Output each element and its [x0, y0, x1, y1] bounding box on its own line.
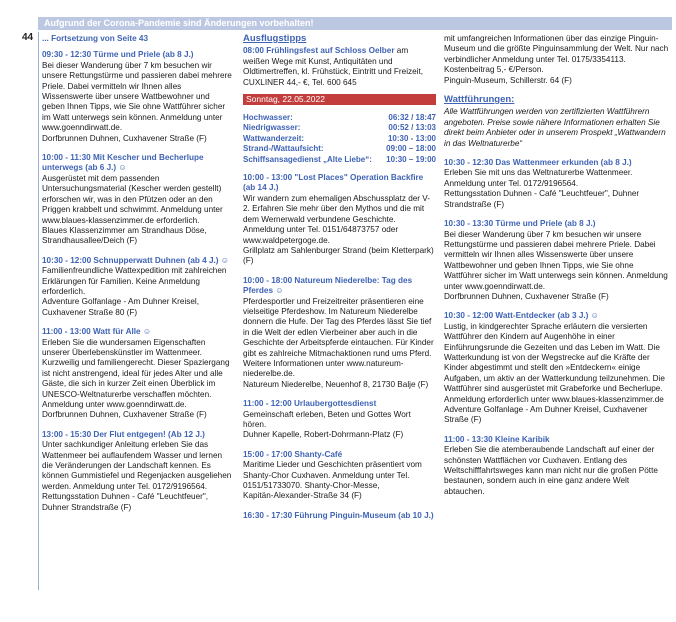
event-item [243, 511, 436, 521]
event-location: Rettungsstation Duhnen - Café "Leuchtfeuer", Duhner Strandstraße (F) [444, 189, 640, 209]
event-title: 10:30 - 13:30 Türme und Priele (ab 8 J.) [444, 219, 596, 229]
event-location: Dorfbrunnen Duhnen, Cuxhavener Straße (F) [42, 133, 207, 143]
tide-label: Schiffsansagedienst „Alte Liebe“: [243, 154, 372, 164]
event-location: Grillplatz am Sahlenburger Strand (beim Kletterpark) (F) [243, 245, 434, 266]
page-banner: Aufgrund der Corona-Pandemie sind Änderungen vorbehalten! [38, 17, 672, 30]
event-location: Blaues Klassenzimmer am Strandhaus Döse, Strandhausallee/Deich (F) [42, 225, 207, 246]
event-item [42, 430, 232, 513]
event-item [444, 219, 670, 302]
event-body: Erleben Sie mit uns das Weltnaturerbe Wattenmeer. Anmeldung unter Tel. 0172/9196564. [444, 168, 633, 188]
event-title: 10:00 - 11:30 Mit Kescher und Becherlupe unterwegs (ab 6 J.) ☺ [42, 153, 204, 173]
event-title: 11:00 - 13:00 Watt für Alle ☺ [42, 327, 152, 337]
event-item [243, 450, 436, 502]
tide-label: Niedrigwasser: [243, 123, 301, 133]
event-item [444, 158, 670, 210]
event-body: Lustig, in kindgerechter Sprache erläutern die versierten Wattführer den Kindern auf Augenhöhe in einer Einführungsrunde die Gezeiten und das Leben im Watt. Die Watterkundung ist von der Wegstrecke auf die Kräfte der Kinder abgestimmt und stellt den »Entdeckern« einige Aufgaben, um aktiv an der Watterkundung teilzunehmen. Die Wattführer sind ausgerüstet mit Grabeforke und Becherlupe. Anmeldung erforderlich unter www.blaues-klassenzimmer.de Adventure Golfanlage - Am Duhner Kreisel, Cuxhavener Straße (F) [444, 321, 665, 425]
event-location: Dorfbrunnen Duhnen, Cuxhavener Straße (F) [444, 291, 609, 301]
tip-body: am weißen Wege mit Kunst, Antiquitäten und Oldtimertreffen, kl. Frühstück, Eintritt und Freizeit, CUXLINER 44,- €, Tel. 600 645 [243, 46, 424, 87]
event-title: 10:30 - 12:00 Watt-Entdecker (ab 3 J.) ☺ [444, 311, 600, 321]
event-body: Gemeinschaft erleben, Beten und Gottes Wort hören. [243, 409, 411, 429]
tide-row [243, 134, 436, 144]
event-location: Adventure Golfanlage - Am Duhner Kreisel, Cuxhavener Straße 80 (F) [42, 297, 200, 317]
event-body: Pferdesportler und Freizeitreiter präsentieren eine vielseitige Pferdeshow. Im Natureum Niederelbe donnern die Hufe. Der Tag des Pferdes lässt Sie tief in die Welt der edlen Vierbeiner aber auch in die Geschichte der Arbeitspferde eintauchen. Für Kinder gibt es zahlreiche Mitmachaktionen rund ums Pferd. Weitere Informationen unter www.natureum-niederelbe.de. [243, 296, 434, 379]
event-body: Erleben Sie die atemberaubende Landschaft auf einer der schönsten Wattflächen vor Cuxhaven. Entlang des Weltschifffahrtsweges kann man nicht nur die großen Pötte bestaunen, sondern auch in eine ganz andere Welt abtauchen. [444, 445, 658, 496]
tide-row [243, 144, 436, 154]
event-location: Natureum Niederelbe, Neuenhof 8, 21730 Balje (F) [243, 379, 429, 389]
event-title: 11:00 - 13:30 Kleine Karibik [444, 434, 550, 444]
event-title: 10:00 - 13:00 "Lost Places" Operation Backfire (ab 14 J.) [243, 173, 424, 193]
event-location: Duhner Kapelle, Robert-Dohrmann-Platz (F) [243, 430, 404, 440]
section-title-wattfuehrungen: Wattführungen: [444, 94, 515, 106]
column-3 [444, 34, 670, 506]
left-rule [38, 32, 39, 590]
event-title: 10:30 - 12:00 Schnupperwatt Duhnen (ab 4 J.) ☺ [42, 255, 230, 265]
event-location: Rettungsstation Duhnen - Café "Leuchtfeuer", Duhner Strandstraße (F) [42, 492, 209, 512]
event-title: 10:00 - 18:00 Natureum Niederelbe: Tag des Pferdes ☺ [243, 275, 413, 296]
event-body: Unter sachkundiger Anleitung erleben Sie das Wattenmeer bei auflaufendem Wasser und lernen die Veränderungen der Landschaft kennen. Es können Gummistiefel und Regenjacken ausgeliehen werden. Anmeldung unter Tel. 0172/9196564. [42, 440, 232, 491]
event-body: Wir wandern zum ehemaligen Abschussplatz der V-2. Erfahren Sie mehr über den Mythos und die mit dem Wernerwald verbundene Geschichte. Anmeldung unter Tel. 0151/64873757 oder www.waldpetergoge.de. [243, 193, 431, 245]
section-title-ausflugstipps: Ausflugstipps [243, 33, 307, 44]
tip-title: 08:00 Frühlingsfest auf Schloss Oelber [243, 46, 395, 56]
event-title: 11:00 - 12:00 Urlaubergottesdienst [243, 399, 377, 409]
event-item [243, 399, 436, 441]
tide-value: 00:52 / 13:03 [388, 123, 436, 133]
tide-label: Hochwasser: [243, 113, 293, 123]
intro-body: mit umfangreichen Informationen über das einzige Pinguin-Museum und die größte Pinguinsammlung der Welt. Nur nach verbindlicher Anmeldung unter Tel. 0175/3354113. Kostenbeitrag 5,- €/Person. [444, 34, 669, 75]
tide-row [243, 155, 436, 165]
tide-value: 10:30 - 13:00 [387, 133, 436, 143]
column-1 [42, 34, 232, 522]
event-title: 10:30 - 12:30 Das Wattenmeer erkunden (ab 8 J.) [444, 158, 632, 168]
tide-value: 09:00 – 18:00 [386, 144, 436, 154]
tide-row [243, 113, 436, 123]
continued-label: ... Fortsetzung von Seite 43 [42, 34, 149, 43]
event-item [243, 276, 436, 390]
section-note: Alle Wattführungen werden von zertifizierten Wattführern angeboten. Preise sowie nähere Informationen erhalten Sie direkt beim Anbieter oder in unserem Prospekt „Wattwandern in das Weltnaturerbe“ [444, 107, 666, 148]
event-body: Bei dieser Wanderung über 7 km besuchen wir unsere Rettungstürme und passieren dabei mehrere Priele. Dabei vermitteln wir Ihnen alles Wissenswerte über unsere Wattbewohner und geben Ihnen Tipps, wie Sie ohne Wattführer sicher im Watt unterwegs sein können. Anmeldung unter www.goenndirwatt.de. [42, 60, 232, 133]
tip-item [243, 46, 436, 88]
event-item [444, 435, 670, 497]
event-title: 15:00 - 17:00 Shanty-Café [243, 449, 343, 459]
tide-value: 10:30 – 19:00 [386, 154, 436, 164]
event-body: Erleben Sie die wundersamen Eigenschaften unserer Überlebenskünstler im Wattenmeer. Kurzweilig und familiengerecht. Dieser Spaziergang ist nicht anstrengend, ideal für jedes Alter und alle Gäste, die sich in kurzer Zeit einen Überblick im UNESCO-Weltnaturerbe verschaffen möchten. Anmeldung unter www.goenndirwatt.de. [42, 337, 230, 409]
event-item [42, 50, 232, 144]
page-number: 44 [22, 32, 34, 43]
event-location: Dorfbrunnen Duhnen, Cuxhavener Straße (F) [42, 410, 207, 420]
event-item [42, 256, 232, 318]
event-body: Bei dieser Wanderung über 7 km besuchen wir unsere Rettungstürme und passieren dabei mehrere Priele. Dabei vermitteln wir Ihnen alles Wissenswerte über unsere Wattbewohner und geben Ihnen Tipps, wie Sie ohne Wattführer sicher im Watt unterwegs sein können. Anmeldung unter www.goenndirwatt.de. [444, 229, 668, 291]
event-item [243, 173, 436, 267]
event-title: 09:30 - 12:30 Türme und Priele (ab 8 J.) [42, 50, 194, 60]
tide-table [243, 113, 436, 165]
event-body: Ausgerüstet mit dem passenden Untersuchungsmaterial (Kescher werden gestellt) erforschen wir, was in den Pfützen oder an den Priggen krabbelt und schwimmt. Anmeldung unter www.blaues-klassenzimmer.de erforderlich. [42, 173, 223, 225]
tide-label: Wattwanderzeit: [243, 133, 305, 143]
continued-note [42, 34, 232, 44]
event-title: 13:00 - 15:30 Der Flut entgegen! (Ab 12 J.) [42, 429, 205, 439]
event-item [42, 153, 232, 247]
tide-value: 06:32 / 18:47 [388, 113, 436, 123]
intro-location: Pinguin-Museum, Schillerstr. 64 (F) [444, 75, 572, 85]
column-2 [243, 34, 436, 530]
event-title: 16:30 - 17:30 Führung Pinguin-Museum (ab 10 J.) [243, 510, 434, 520]
tide-label: Strand-/Wattaufsicht: [243, 144, 324, 154]
event-location: Kapitän-Alexander-Straße 34 (F) [243, 491, 362, 501]
event-body: Familienfreundliche Wattexpedition mit zahlreichen Erklärungen für Familien. Keine Anmeldung erforderlich. [42, 266, 227, 296]
event-item [444, 311, 670, 425]
date-band: Sonntag, 22.05.2022 [243, 94, 436, 105]
tide-row [243, 123, 436, 133]
intro-continuation [444, 34, 670, 86]
event-body: Maritime Lieder und Geschichten präsentiert vom Shanty-Chor Cuxhaven. Anmeldung unter Tel. 0151/51733070. Shanty-Chor-Messe, [243, 460, 422, 491]
event-item [42, 327, 232, 421]
